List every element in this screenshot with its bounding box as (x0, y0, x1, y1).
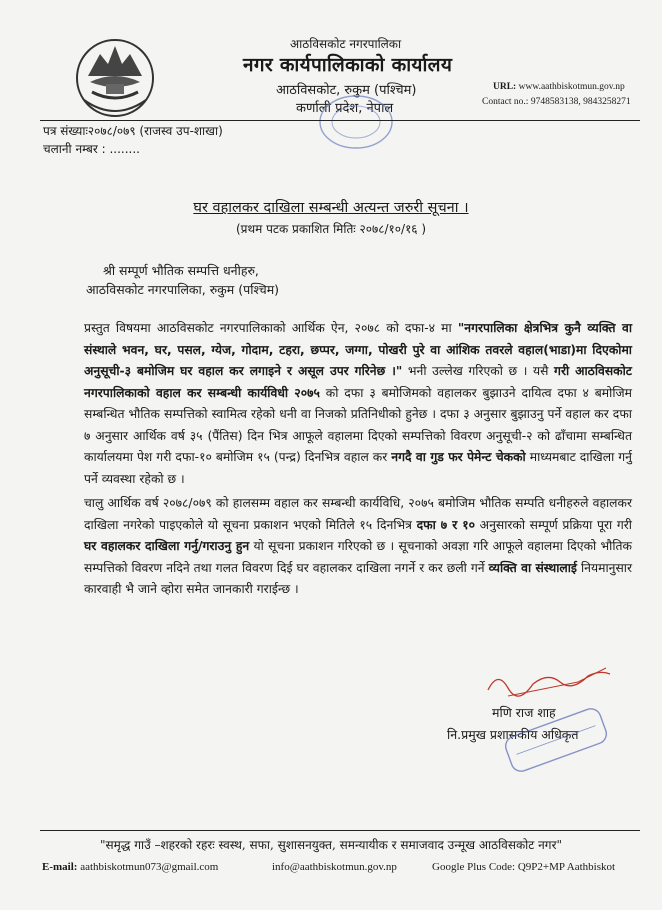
letter-reference-number: पत्र संख्याः२०७८/०७९ (राजस्व उप-शाखा) (43, 124, 223, 138)
google-plus-code: Google Plus Code: Q9P2+MP Aathbiskot (432, 861, 616, 873)
paragraph-segment: चालु आर्थिक वर्ष २०७८/०७९ को हालसम्म वहाल कर सम्बन्धी कार्यविधि, २०७५ बमोजिम भौतिक सम्पति धनीहरुले वहालकर दाखिला नगरेको पाइएकोले यो सूचना प्रकाशन भएको मितिले १५ दिनभित्र (84, 496, 632, 532)
signatory-name: मणि राज शाह (492, 705, 556, 720)
addressee-line-2: आठविसकोट नगरपालिका, रुकुम (पश्चिम) (86, 282, 280, 297)
email-secondary[interactable]: info@aathbiskotmun.gov.np (272, 861, 397, 873)
paragraph-segment: माध्यमबाट दाखिला गर्नु पर्ने व्यवस्था रहेको छ । (84, 450, 633, 486)
office-stamp (316, 92, 396, 152)
nepal-emblem-logo (70, 30, 160, 120)
paragraph-segment: अनुसारको सम्पूर्ण प्रक्रिया पूरा गरी (475, 517, 632, 532)
contact-numbers: Contact no.: 9748583138, 9843258271 (482, 97, 631, 107)
paragraph-segment: को दफा ३ बमोजिमको वहालकर बुझाउने दायित्व दफा ४ बमोजिम सम्बन्धित भौतिक सम्पत्तिको स्वामित्व रहेको धनी वा निजको प्रतिनिधीको हुनेछ । दफा ३ अनुसार बुझाउनु पर्ने वहाल कर दफा ७ अनुसार आर्थिक वर्ष ३५ (पैंतिस) दिन भित्र आफूले वहालमा दिएको सम्पत्तिको विवरण अनुसूची-२ को ढाँचामा सम्बन्धित कार्यालयमा पेश गरी दफा-१० बमोजिम १५ (पन्द्र) दिनभित्र वहाल कर (84, 385, 633, 464)
url-value[interactable]: www.aathbiskotmun.gov.np (518, 82, 625, 92)
office-province: कर्णाली प्रदेश, नेपाल (296, 101, 394, 116)
paragraph-segment: व्यक्ति वा संस्थालाई (488, 560, 577, 575)
addressee-line-1: श्री सम्पूर्ण भौतिक सम्पत्ति धनीहरु, (103, 263, 259, 278)
paragraph-segment: घर वहालकर दाखिला गर्नु/गराउनु हुन (84, 539, 250, 553)
signatory-title: नि.प्रमुख प्रशासकीय अधिकृत (447, 727, 579, 742)
published-date: (प्रथम पटक प्रकाशित मितिः २०७८/१०/१६ ) (235, 222, 427, 236)
paragraph-segment: यो सूचना प्रकाशन गरिएको छ । सूचनाको अवज्ञा गरि आफूले वहालमा दिएको भौतिक सम्पत्तिको विवरण नदिने तथा गलत विवरण दिई घर वहालकर दाखिला नगर्ने र कर छली गर्ने (84, 539, 633, 575)
paragraph-segment: दफा ७ र १० (416, 517, 476, 532)
paragraph-segment: भनी उल्लेख गरिएको छ । यसै (402, 364, 555, 378)
dispatch-number: चलानी नम्बर : ........ (43, 142, 140, 156)
notice-body (84, 318, 632, 601)
municipality-name-small: आठविसकोट नगरपालिका (290, 37, 402, 51)
notice-subject: घर वहालकर दाखिला सम्बन्धी अत्यन्त जरुरी सूचना । (193, 200, 469, 216)
website-url: URL: www.aathbiskotmun.gov.np (493, 82, 625, 92)
office-location: आठविसकोट, रुकुम (पश्चिम) (276, 83, 417, 98)
paragraph-segment: नियमानुसार कारवाही भै जाने व्होरा समेत जानकारी गराईन्छ । (84, 560, 632, 596)
email-primary[interactable]: E-mail: aathbiskotmun073@gmail.com (42, 861, 219, 873)
paragraph-segment: "नगरपालिका क्षेत्रभित्र कुनै व्यक्ति वा संस्थाले भवन, घर, पसल, ग्येज, गोदाम, टहरा, छप्पर, जग्गा, पोखरी पुरे वा आंशिक तवरले वहाल(भाडा)मा दिएकोमा अनुसूची-३ बमोजिम घर वहाल कर लगाइने र असूल उपर गरिनेछ ।" (84, 321, 633, 378)
paragraph-segment: प्रस्तुत विषयमा आठविसकोट नगरपालिकाको आर्थिक ऐन, २०७८ को दफा-४ मा (84, 321, 458, 335)
footer-divider (40, 830, 640, 831)
paragraph-segment: गरी आठविसकोट नगरपालिकाको वहाल कर सम्बन्धी कार्यविधी २०७५ (84, 364, 632, 400)
header-divider (40, 120, 640, 121)
footer-motto: "समृद्ध गाउँ –शहरको रहरः स्वस्थ, सफा, सुशासनयुक्त, समन्यायीक र समाजवाद उन्मूख आठविसकोट नगर" (100, 838, 562, 852)
paragraph-segment: नगदै वा गुड फर पेमेन्ट चेकको (391, 450, 526, 464)
contact-value: 9748583138, 9843258271 (530, 97, 631, 107)
notice-paragraph-1 (84, 318, 632, 490)
office-title: नगर कार्यपालिकाको कार्यालय (243, 54, 453, 76)
official-seal (486, 700, 626, 780)
notice-paragraph-2 (84, 493, 632, 601)
